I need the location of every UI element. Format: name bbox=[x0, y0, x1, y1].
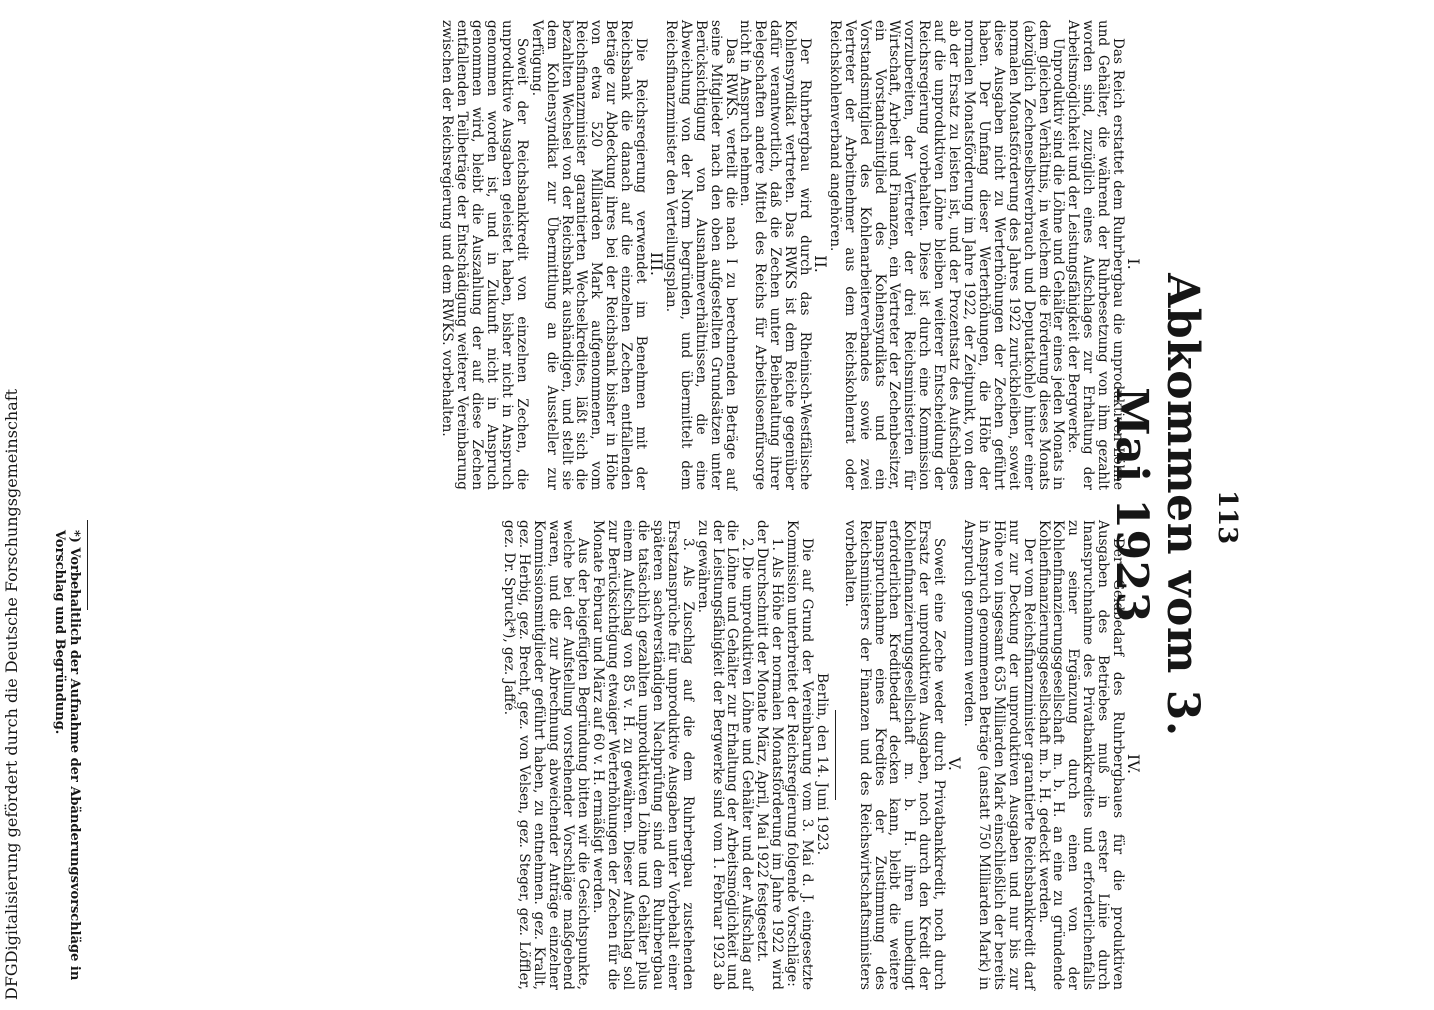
left-column bbox=[439, 20, 1143, 490]
section-heading-4: IV. bbox=[1124, 753, 1143, 775]
paragraph: Soweit eine Zeche weder durch Privatbankkredit, noch durch Ersatz der unproduktiven Ausgaben, noch durch den Kredit der Kohlenfinanzierungsgesellschaft m. b. H. ihren unbedingt erforderlichen Kreditbedarf decken kann, bleibt die weitere Inanspruchnahme eines Kredites der Zustimmung des Reichsministers der Finanzen und des Reichswirtschaftsministers vorbehalten. bbox=[841, 520, 948, 990]
digitization-text: Digitalisierung gefördert durch die Deutsche Forschungsgemeinschaft bbox=[2, 388, 21, 964]
paragraph: Die auf Grund der Vereinbarung vom 3. Mai d. J. eingesetzte Kommission unterbreitet der Reichsregierung folgende Vorschläge: bbox=[784, 520, 815, 990]
section-heading-3: III. bbox=[647, 251, 666, 277]
section-heading-5: V. bbox=[945, 757, 965, 771]
page-number: 113 bbox=[1212, 490, 1242, 545]
paragraph: Soweit der Reichsbankkredit von einzelnen Zechen, die unproduktive Ausgaben geleistet haben, bisher nicht in Anspruch genommen worden ist, und in Zukunft nicht in Anspruch genommen wird, bleibt die Auszahlung der auf diese Zechen entfallenden Teilbeträge der Entschädigung weiterer Vereinbarung zwischen der Reichsregierung und dem RWKS. vorbehalten. bbox=[439, 20, 530, 490]
paragraph: 1. Als Höhe der normalen Monatsförderung im Jahre 1922 wird der Durchschnitt der Monate März, April, Mai 1922 festgesetzt. bbox=[754, 520, 786, 990]
paragraph: Aus der beigefügten Begründung bitten wir die Gesichtspunkte, welche bei der Aufstellung vorstehender Vorschläge maßgebend waren, und die zur Abrechnung abweichender Anträge einzelner Kommissionsmitglieder geführt haben, zu entnehmen. gez. Krallt, gez. Herbig, gez. Brecht, gez. von Velsen, gez. Steger, gez. Löffler, gez. Dr. Spruck*), gez. Jaffé. bbox=[500, 520, 592, 990]
paragraph: Der Ruhrbergbau wird durch das Rheinisch-Westfälische Kohlensyndikat vertreten. Das RWKS ist dem Reiche gegenüber dafür verantwortlich, daß die Zechen unter Beibehaltung ihrer Belegschaften andere Mittel des Reichs für Arbeitslosenfürsorge nicht in Anspruch nehmen. bbox=[737, 20, 814, 490]
dfg-logo: DFG bbox=[2, 963, 21, 1000]
paragraph: Der Geldbedarf des Ruhrbergbaues für die produktiven Ausgaben des Betriebes muß in erster Linie durch Inanspruchnahme des Privatbankkredites und erforderlichenfalls zu seiner Ergänzung durch einen von der Kohlenfinanzierungsgesellschaft m. b. H. an eine zu gründende Kohlenfinanzierungsgesellschaft m. b. H. gedeckt werden. bbox=[1035, 520, 1127, 990]
paragraph: Das Reich erstattet dem Ruhrbergbau die unproduktiven Löhne und Gehälter, die während der Ruhrbesetzung von ihm gezahlt worden sind, zuzüglich eines Aufschlages zur Erhaltung der Arbeitsmöglichkeit und der Leistungsfähigkeit der Bergwerke. bbox=[1065, 20, 1127, 490]
paragraph: 2. Die unproduktiven Löhne und Gehälter und der Aufschlag auf die Löhne und Gehälter zur Erhaltung der Arbeitsmöglichkeit und der Leistungsfähigkeit der Bergwerke sind vom 1. Februar 1923 ab zu gewähren. bbox=[694, 520, 756, 990]
paragraph: Unproduktiv sind die Löhne und Gehälter eines jeden Monats in dem gleichen Verhältnis, in welchem die Förderung dieses Monats (abzüglich Zechenselbstverbrauch und Deputatkohle) hinter einer normalen Monatsförderung des Jahres 1922 zurückbleiben, soweit diese Ausgaben nicht zu Werterhöhungen der Zechen geführt haben. Der Umfang dieser Werterhöhungen, die Höhe der normalen Monatsförderung im Jahre 1922, der Zeitpunkt, von dem ab der Ersatz zu leisten ist, und der Prozentsatz des Aufschlages auf die unproduktiven Löhne bleiben weiterer Entscheidung der Reichsregierung vorbehalten. Diese ist durch eine Kommission vorzubereiten, der Vertreter der drei Reichsministerien für Wirtschaft, Arbeit und Finanzen, ein Vertreter der Zechenbesitzer, ein Vorstandsmitglied des Kohlensyndikats und ein Vorstandsmitglied des Kohlenarbeiterverbandes sowie zwei Vertreter der Arbeitnehmer aus dem Reichskohlenrat oder Reichskohlenverband angehören. bbox=[826, 20, 1067, 490]
date-line: Berlin, den 14. Juni 1923. bbox=[813, 672, 830, 856]
paragraph: Der vom Reichsfinanzminister garantierte Reichsbankkredit darf nur zur Deckung der unproduktiven Ausgaben und nur bis zur Höhe von insgesamt 635 Milliarden Mark einschließlich der bereits in Anspruch genommenen Beträge (anstatt 750 Milliarden Mark) in Anspruch genommen werden. bbox=[961, 520, 1037, 990]
digitization-notice bbox=[2, 0, 21, 1000]
paragraph: 3. Als Zuschlag auf die dem Ruhrbergbau zustehenden Ersatzansprüche für unproduktive Ausgaben unter Vorbehalt einer späteren sachverständigen Nachprüfung sind dem Ruhrbergbau die tatsächlich gezahlten unproduktiven Löhne und Gehälter plus einem Aufschlag von 85 v. H. zu gewähren. Dieser Aufschlag soll zur Berücksichtigung etwaiger Werterhöhungen der Zechen für die Monate Februar und März auf 60 v. H. ermäßigt werden. bbox=[590, 520, 696, 990]
right-column bbox=[500, 520, 1143, 990]
section-heading-1: I. bbox=[1124, 258, 1143, 270]
divider bbox=[835, 710, 836, 800]
footnote-rule bbox=[87, 520, 88, 610]
section-heading-2: II. bbox=[810, 255, 830, 273]
paragraph: Das RWKS. verteilt die nach I zu berechnenden Beträge auf seine Mitglieder nach den oben aufgestellten Grundsätzen unter Berücksichtigung von Ausnahmeverhältnissen, die eine Abweichung von der Norm begründen, und übermittelt dem Reichsfinanzminister den Verteilungsplan. bbox=[662, 20, 739, 490]
footnote: *) Vorbehaltlich der Aufnahme der Abänderungsvorschläge in Vorschlag und Begründung. bbox=[52, 530, 82, 981]
paragraph: Die Reichsregierung verwendet im Benehmen mit der Reichsbank die danach auf die einzelnen Zechen entfallenden Beträge zur Abdeckung ihres bei der Reichsbank bisher in Höhe von etwa 520 Milliarden Mark aufgenommenen, vom Reichsfinanzminister garantierten Wechselkredites, läßt sich die bezahlten Wechsel von der Reichsbank aushändigen, und stellt sie dem Kohlensyndikat zur Übermittlung an die Aussteller zur Verfügung. bbox=[528, 20, 650, 490]
page-title: Abkommen vom 3. Mai 1923 bbox=[1106, 273, 1208, 737]
